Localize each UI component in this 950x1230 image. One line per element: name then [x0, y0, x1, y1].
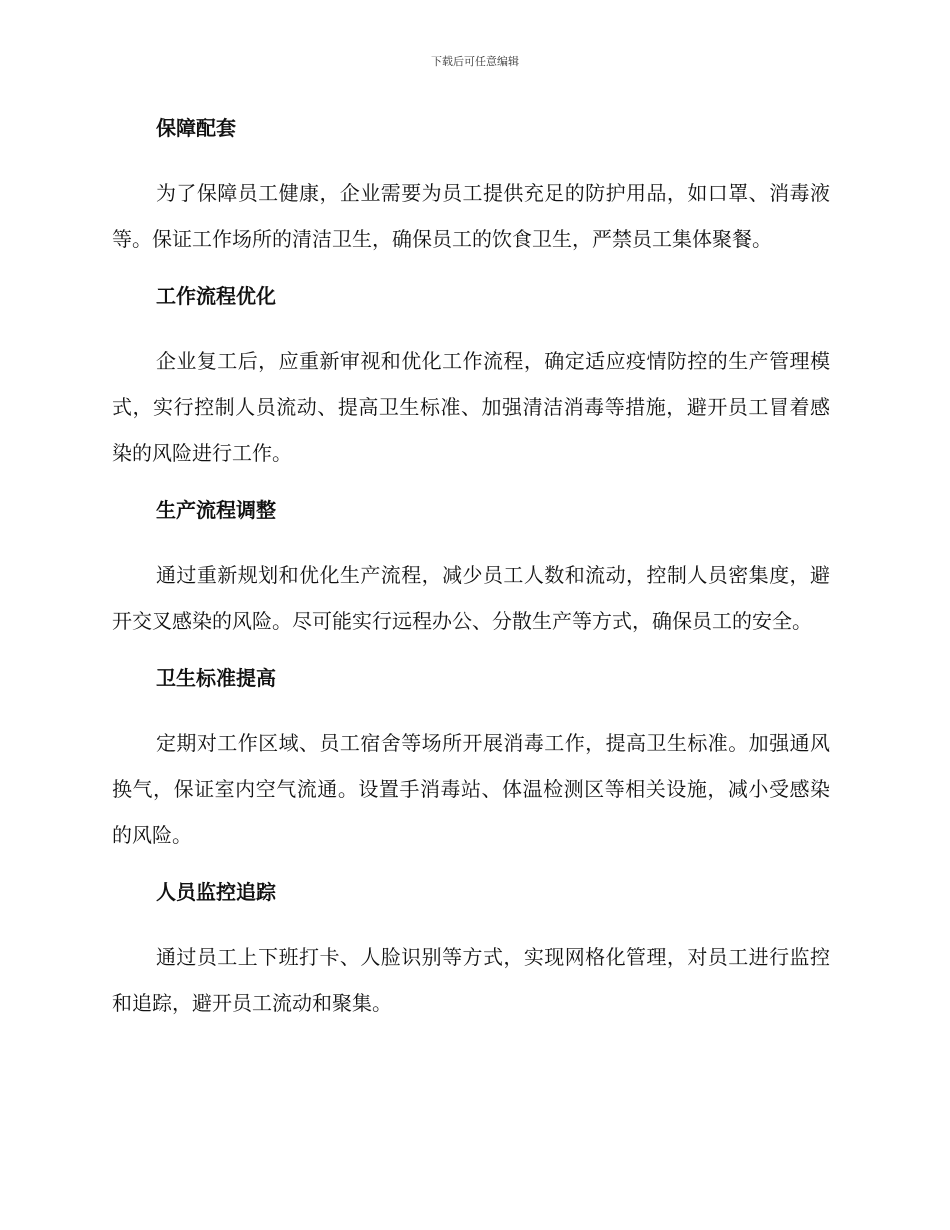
section-hygiene-standards — [112, 662, 830, 858]
section-personnel-tracking — [112, 876, 830, 1026]
section-support — [112, 112, 830, 262]
document-body — [112, 112, 830, 1044]
section-production-adjustment — [112, 494, 830, 644]
section-heading: 保障配套 — [156, 116, 236, 140]
section-workflow-optimization — [112, 280, 830, 476]
section-paragraph: 定期对工作区域、员工宿舍等场所开展消毒工作，提高卫生标准。加强通风换气，保证室内空气流通。设置手消毒站、体温检测区等相关设施，减小受感染的风险。 — [112, 731, 830, 847]
section-heading: 生产流程调整 — [156, 498, 276, 522]
section-heading: 人员监控追踪 — [156, 880, 276, 904]
section-paragraph: 通过重新规划和优化生产流程，减少员工人数和流动，控制人员密集度，避开交叉感染的风险。尽可能实行远程办公、分散生产等方式，确保员工的安全。 — [112, 563, 830, 633]
section-paragraph: 企业复工后，应重新审视和优化工作流程，确定适应疫情防控的生产管理模式，实行控制人员流动、提高卫生标准、加强清洁消毒等措施，避开员工冒着感染的风险进行工作。 — [112, 349, 830, 465]
section-paragraph: 为了保障员工健康，企业需要为员工提供充足的防护用品，如口罩、消毒液等。保证工作场所的清洁卫生，确保员工的饮食卫生，严禁员工集体聚餐。 — [112, 181, 830, 251]
page-header: 下载后可任意编辑 — [431, 55, 519, 68]
section-paragraph: 通过员工上下班打卡、人脸识别等方式，实现网格化管理，对员工进行监控和追踪，避开员工流动和聚集。 — [112, 945, 830, 1015]
section-heading: 卫生标准提高 — [156, 666, 276, 690]
section-heading: 工作流程优化 — [156, 284, 276, 308]
